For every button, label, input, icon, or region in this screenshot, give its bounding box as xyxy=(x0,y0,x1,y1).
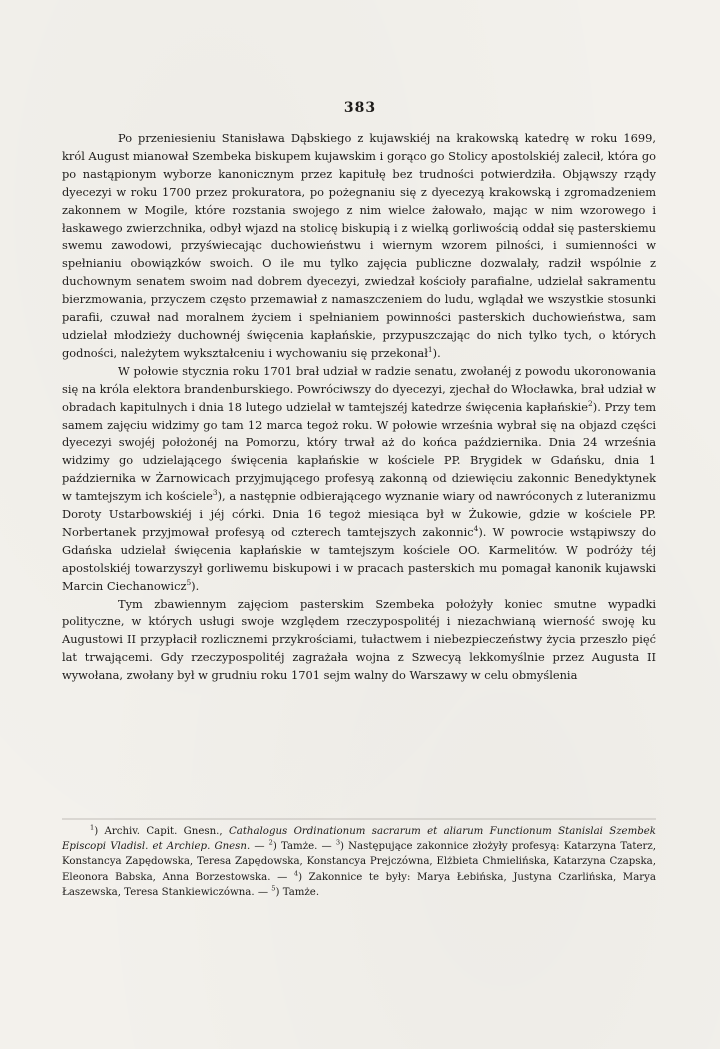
footnote-marker: 2 xyxy=(268,838,273,847)
text-run: ) Tamże. — xyxy=(272,841,336,853)
text-run: ) Tamże. xyxy=(275,886,320,898)
text-run: ). W powrocie wstąpiwszy do Gdańska udzielał święcenia kapłańskie w tamtejszym kościele OO. Karmelitów. W podróży téj apostolskiéj towarzyszył gorliwemu biskupowi i w pracach pasterskich mu pomagał kanonik kujawski Marcin Ciechanowicz xyxy=(62,524,656,593)
footnote-marker: 5 xyxy=(186,577,192,587)
paragraph xyxy=(62,363,656,596)
footnotes xyxy=(62,824,656,900)
body-text xyxy=(62,130,656,685)
footnote-text xyxy=(62,824,656,900)
text-run: ), a następnie odbierającego wyznanie wiary od nawróconych z luteranizmu Doroty Ustarbowskiéj i jéj córki. Dnia 16 tegoż miesiąca był w Żukowie, gdzie w kościele PP. Norbertanek przyjmował profesyą od czterech tamtejszych zakonnic xyxy=(62,489,656,539)
text-run: ). Przy tem samem zajęciu widzimy go tam 12 marca tegoż roku. W połowie września wybrał się na objazd części dyecezyi swojéj położonéj na Pomorzu, który trwał aż do końca października. Dnia 24 września widzimy go udzielającego święcenia kapłańskie w kościele PP. Brygidek w Gdańsku, dnia 1 października w Żarnowicach przyjmującego profesyą zakonną od dziewięciu zakonnic Benedyktynek w tamtejszym ich kościele xyxy=(62,399,656,504)
text-run: W połowie stycznia roku 1701 brał udział w radzie senatu, zwołanéj z powodu ukoronowania się na króla elektora brandenburskiego. Powróciwszy do dyecezyi, zjechał do Włocławka, brał udział w obradach kapitulnych i dnia 18 lutego udzielał w tamtejszéj katedrze święcenia kapłańskie xyxy=(62,363,656,414)
text-run: — xyxy=(250,841,269,853)
text-run: ) Następujące zakonnice złożyły profesyą: Katarzyna Taterz, Konstancya Zapędowska, Teresa Zapędowska, Konstancya Prejczówna, Elżbieta Chmielińska, Katarzyna Czapska, Eleonora Babska, Anna Borzestowska. — xyxy=(62,841,656,883)
footnote-marker: 1 xyxy=(90,823,95,832)
footnote-marker: 5 xyxy=(271,884,276,893)
text-run: ) Zakonnice te były: Marya Łebińska, Justyna Czarlińska, Marya Łaszewska, Teresa Stankiewiczówna. — xyxy=(62,871,656,898)
text-run: ). xyxy=(432,345,441,360)
text-run: ). xyxy=(191,578,200,593)
paragraph xyxy=(62,130,656,363)
footnote-marker: 2 xyxy=(588,398,593,408)
footnote-marker: 4 xyxy=(473,524,479,534)
text-run: ) Archiv. Capit. Gnesn., xyxy=(94,826,229,837)
footnote-marker: 3 xyxy=(335,838,341,847)
text-run: Tym zbawiennym zajęciom pasterskim Szembeka położyły koniec smutne wypadki polityczne, w których usługi swoje względem rzeczypospolitéj i niezachwianą wierność swoję ku Augustowi II przypłacił rozlicznemi przykrościami, tułactwem i niebezpieczeństwy życia przeszło pięć lat trwającemi. Gdy rzeczypospolitéj zagrażała wojna z Szwecyą lekkomyślnie przez Augusta II wywołana, zwołany był w grudniu roku 1701 sejm walny do Warszawy w celu obmyślenia xyxy=(62,596,656,683)
italic-citation: Cathalogus Ordinationum sacrarum et aliarum Functionum Stanislai Szembek Episcopi Vladisl. et Archiep. Gnesn. xyxy=(62,826,656,853)
footnote-divider xyxy=(62,818,656,820)
paragraph xyxy=(62,596,656,686)
footnote-marker: 1 xyxy=(427,345,433,355)
page-number: 383 xyxy=(343,100,377,116)
footnote-marker: 4 xyxy=(293,869,299,878)
text-run: Po przeniesieniu Stanisława Dąbskiego z kujawskiéj na krakowską katedrę w roku 1699, król August mianował Szembeka biskupem kujawskim i gorąco go Stolicy apostolskiéj zalecił, która go po nastąpionym wyborze kanonicznym przez kapitułę bez trudności potwierdziła. Objąwszy rządy dyecezyi w roku 1700 przez prokuratora, po pożegnaniu się z dyecezyą krakowską i zgromadzeniem zakonnem w Mogile, które rozstania swojego z nim wielce żałowało, mając w nim wzorowego i łaskawego zwierzchnika, odbył wjazd na stolicę biskupią i z wielką gorliwością oddał się pasterskiemu swemu zawodowi, przyświecając duchowieństwu i wiernym wzorem pilności, i sumienności w spełnianiu obowiązków swoich. O ile mu tylko zajęcia publiczne dozwalały, radził wspólnie z duchownym senatem swoim nad dobrem dyecezyi, zwiedzał kościoły parafialne, udzielał sakramentu bierzmowania, przyczem często przemawiał z namaszczeniem do ludu, wglądał we wszystkie stosunki parafii, czuwał nad moralnem życiem i spełnianiem powinności pasterskich duchowieństwa, sam udzielał młodzieży duchownéj święcenia kapłańskie, przypuszczając do nich tylko tych, o których godności, należytem wykształceniu i wychowaniu się przekonał xyxy=(62,131,656,360)
footnote-marker: 3 xyxy=(212,488,218,498)
